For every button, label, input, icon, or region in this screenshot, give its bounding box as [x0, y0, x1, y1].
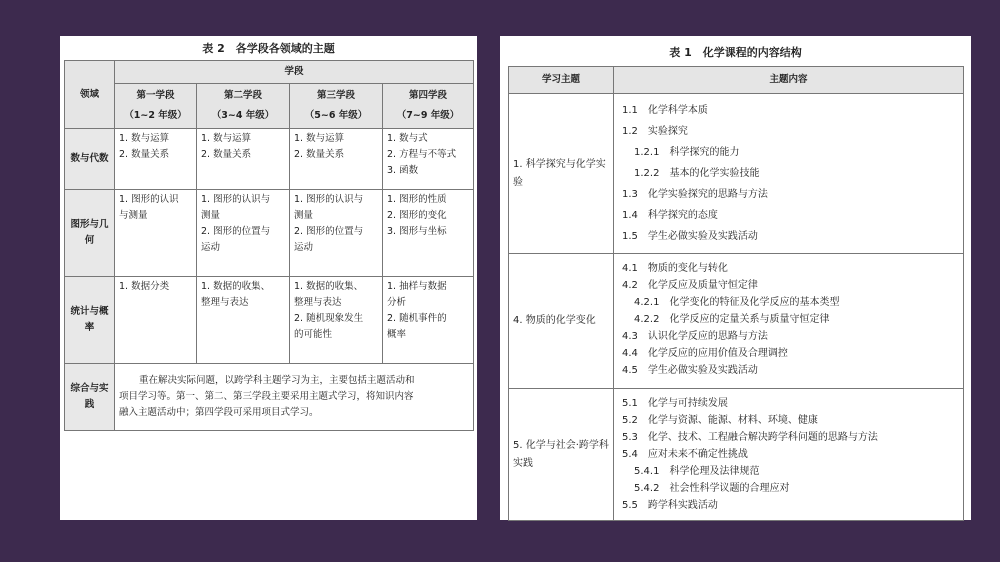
topic-line: 2. 数量关系: [201, 149, 252, 160]
integrated-line: 项目学习等。第一、第二、第三学段主要采用主题式学习，将知识内容: [119, 391, 414, 402]
topic-line: 整理与表达: [201, 297, 249, 308]
topic-line: 1. 数据的收集、: [201, 281, 271, 292]
content-item: 1.4 科学探究的态度: [622, 210, 718, 221]
topic-cell: [115, 129, 197, 190]
topic-cell: 1. 科学探究与化学实验: [509, 94, 614, 254]
content-item: 5.1 化学与可持续发展: [622, 398, 728, 409]
content-item: 4.2 化学反应及质量守恒定律: [622, 280, 758, 291]
stage-name: 第二学段: [223, 90, 262, 101]
header-topic: 学习主题: [509, 67, 614, 94]
content-item: 1.5 学生必做实验及实践活动: [622, 231, 758, 242]
content-cell: [614, 94, 964, 254]
stage-grade: （5~6 年级）: [304, 110, 368, 121]
stage-grade: （1~2 年级）: [124, 110, 187, 121]
stage-header: [115, 84, 197, 129]
topic-cell: [197, 190, 290, 277]
topic-line: 1. 数据的收集、: [294, 281, 364, 292]
topic-line: 1. 数与运算: [201, 133, 252, 144]
content-item: 4.2.1 化学变化的特征及化学反应的基本类型: [634, 297, 840, 308]
topic-line: 运动: [201, 242, 221, 253]
content-item: 4.2.2 化学反应的定量关系与质量守恒定律: [634, 314, 830, 325]
topic-line: 的可能性: [294, 329, 333, 340]
content-item: 1.1 化学科学本质: [622, 105, 708, 116]
content-item: 1.2 实验探究: [622, 126, 688, 137]
topic-cell: [197, 277, 290, 364]
stage-name: 第四学段: [409, 90, 448, 101]
stage-name: 第一学段: [136, 90, 175, 101]
content-item: 1.2.1 科学探究的能力: [634, 147, 740, 158]
content-item: 1.2.2 基本的化学实验技能: [634, 168, 760, 179]
table-row: [65, 129, 474, 190]
domain-cell: 数与代数: [65, 129, 115, 190]
topic-line: 2. 方程与不等式: [387, 149, 457, 160]
topic-line: 概率: [387, 329, 407, 340]
topic-line: 1. 数与运算: [119, 133, 170, 144]
topic-cell: 4. 物质的化学变化: [509, 254, 614, 389]
section-row: [509, 254, 964, 389]
topic-line: 测量: [294, 210, 314, 221]
content-item: 5.4.2 社会性科学议题的合理应对: [634, 483, 790, 494]
topic-line: 1. 图形的认识与: [201, 194, 271, 205]
topic-line: 2. 随机现象发生: [294, 313, 364, 324]
table1-title: 表 1 化学课程的内容结构: [669, 46, 802, 59]
content-cell: [614, 254, 964, 389]
topic-line: 运动: [294, 242, 314, 253]
stage-header: [290, 84, 383, 129]
topic-cell: [383, 190, 474, 277]
stage-grade: （7~9 年级）: [396, 110, 460, 121]
topic-cell: [290, 129, 383, 190]
topic-cell: [383, 129, 474, 190]
content-cell: [614, 389, 964, 521]
table2: [64, 60, 474, 431]
topic-line: 1. 图形的性质: [387, 194, 447, 205]
stage-header: [383, 84, 474, 129]
content-item: 5.5 跨学科实践活动: [622, 500, 718, 511]
topic-cell: [383, 277, 474, 364]
content-item: 1.3 化学实验探究的思路与方法: [622, 189, 768, 200]
table-row: [65, 277, 474, 364]
header-content: 主题内容: [614, 67, 964, 94]
topic-line: 2. 数量关系: [119, 149, 170, 160]
topic-line: 3. 图形与坐标: [387, 226, 447, 237]
header-domain: 领域: [65, 61, 115, 129]
topic-line: 2. 数量关系: [294, 149, 345, 160]
topic-line: 整理与表达: [294, 297, 342, 308]
stage-header: [197, 84, 290, 129]
topic-cell: [290, 190, 383, 277]
topic-line: 1. 数与式: [387, 133, 428, 144]
table1-panel: [500, 36, 971, 520]
integrated-line: 融入主题活动中；第四学段可采用项目式学习。: [119, 407, 319, 418]
table1: [508, 66, 964, 521]
integrated-cell: [115, 364, 474, 431]
content-item: 4.5 学生必做实验及实践活动: [622, 365, 758, 376]
content-item: 5.2 化学与资源、能源、材料、环境、健康: [622, 415, 818, 426]
topic-line: 1. 数与运算: [294, 133, 345, 144]
topic-line: 1. 图形的认识: [119, 194, 179, 205]
section-row: [509, 389, 964, 521]
domain-cell: 图形与几何: [65, 190, 115, 277]
topic-line: 2. 图形的变化: [387, 210, 447, 221]
content-item: 4.3 认识化学反应的思路与方法: [622, 331, 768, 342]
topic-line: 测量: [201, 210, 221, 221]
topic-line: 分析: [387, 297, 407, 308]
content-item: 5.4.1 科学伦理及法律规范: [634, 466, 760, 477]
topic-cell: [290, 277, 383, 364]
topic-line: 1. 数据分类: [119, 281, 170, 292]
topic-cell: [197, 129, 290, 190]
content-item: 5.4 应对未来不确定性挑战: [622, 449, 748, 460]
topic-cell: [115, 277, 197, 364]
integrated-line: 重在解决实际问题，以跨学科主题学习为主，主要包括主题活动和: [139, 375, 415, 386]
section-row: [509, 94, 964, 254]
stage-name: 第三学段: [316, 90, 355, 101]
topic-cell: 5. 化学与社会·跨学科实践: [509, 389, 614, 521]
content-item: 5.3 化学、技术、工程融合解决跨学科问题的思路与方法: [622, 432, 878, 443]
topic-line: 1. 图形的认识与: [294, 194, 364, 205]
table2-panel: [60, 36, 477, 520]
topic-line: 1. 抽样与数据: [387, 281, 447, 292]
table-row: [65, 364, 474, 431]
topic-line: 与测量: [119, 210, 148, 221]
topic-line: 2. 随机事件的: [387, 313, 447, 324]
content-item: 4.4 化学反应的应用价值及合理调控: [622, 348, 788, 359]
stage-grade: （3~4 年级）: [211, 110, 275, 121]
topic-line: 2. 图形的位置与: [201, 226, 271, 237]
content-item: 4.1 物质的变化与转化: [622, 263, 728, 274]
table2-title: 表 2 各学段各领域的主题: [202, 42, 335, 55]
topic-line: 3. 函数: [387, 165, 419, 176]
header-stage: 学段: [115, 61, 474, 84]
domain-cell: 综合与实践: [65, 364, 115, 431]
topic-cell: [115, 190, 197, 277]
topic-line: 2. 图形的位置与: [294, 226, 364, 237]
domain-cell: 统计与概率: [65, 277, 115, 364]
table-row: [65, 190, 474, 277]
